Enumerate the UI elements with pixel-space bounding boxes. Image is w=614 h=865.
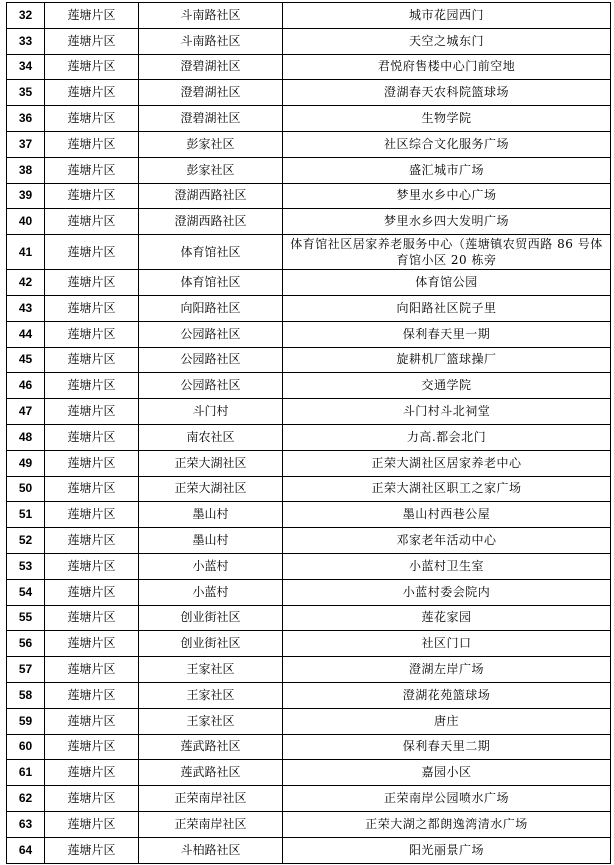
area-cell: 莲塘片区	[45, 399, 139, 425]
row-number-cell: 59	[7, 708, 45, 734]
location-cell: 小蓝村卫生室	[283, 553, 611, 579]
location-cell: 保利春天里一期	[283, 321, 611, 347]
table-row	[7, 399, 611, 425]
community-cell: 墨山村	[139, 502, 283, 528]
community-cell: 莲武路社区	[139, 760, 283, 786]
area-cell: 莲塘片区	[45, 528, 139, 554]
area-cell: 莲塘片区	[45, 476, 139, 502]
row-number-cell: 48	[7, 424, 45, 450]
community-cell: 王家社区	[139, 708, 283, 734]
area-cell: 莲塘片区	[45, 450, 139, 476]
table-row	[7, 605, 611, 631]
site-list-table-container	[6, 2, 610, 864]
row-number-cell: 57	[7, 657, 45, 683]
row-number-cell: 33	[7, 28, 45, 54]
area-cell: 莲塘片区	[45, 235, 139, 270]
row-number-cell: 41	[7, 235, 45, 270]
row-number-cell: 52	[7, 528, 45, 554]
community-cell: 墨山村	[139, 528, 283, 554]
site-list-table	[6, 2, 611, 864]
community-cell: 正荣南岸社区	[139, 786, 283, 812]
row-number-cell: 42	[7, 270, 45, 296]
area-cell: 莲塘片区	[45, 321, 139, 347]
area-cell: 莲塘片区	[45, 734, 139, 760]
community-cell: 澄碧湖社区	[139, 54, 283, 80]
row-number-cell: 56	[7, 631, 45, 657]
area-cell: 莲塘片区	[45, 786, 139, 812]
location-cell: 保利春天里二期	[283, 734, 611, 760]
location-cell: 向阳路社区院子里	[283, 295, 611, 321]
location-cell: 澄湖春天农科院篮球场	[283, 80, 611, 106]
area-cell: 莲塘片区	[45, 424, 139, 450]
community-cell: 彭家社区	[139, 131, 283, 157]
location-cell: 嘉园小区	[283, 760, 611, 786]
row-number-cell: 34	[7, 54, 45, 80]
community-cell: 斗南路社区	[139, 3, 283, 29]
community-cell: 小蓝村	[139, 579, 283, 605]
community-cell: 王家社区	[139, 657, 283, 683]
location-cell: 社区门口	[283, 631, 611, 657]
table-row	[7, 80, 611, 106]
table-row	[7, 734, 611, 760]
community-cell: 澄碧湖社区	[139, 80, 283, 106]
table-row	[7, 270, 611, 296]
table-row	[7, 131, 611, 157]
row-number-cell: 43	[7, 295, 45, 321]
table-row	[7, 295, 611, 321]
area-cell: 莲塘片区	[45, 631, 139, 657]
row-number-cell: 61	[7, 760, 45, 786]
table-row	[7, 786, 611, 812]
table-row	[7, 209, 611, 235]
area-cell: 莲塘片区	[45, 708, 139, 734]
location-cell: 交通学院	[283, 373, 611, 399]
table-row	[7, 321, 611, 347]
table-row	[7, 837, 611, 863]
location-cell: 社区综合文化服务广场	[283, 131, 611, 157]
community-cell: 体育馆社区	[139, 270, 283, 296]
community-cell: 公园路社区	[139, 347, 283, 373]
table-row	[7, 553, 611, 579]
location-cell: 墨山村西巷公屋	[283, 502, 611, 528]
table-row	[7, 708, 611, 734]
area-cell: 莲塘片区	[45, 28, 139, 54]
table-row	[7, 450, 611, 476]
area-cell: 莲塘片区	[45, 270, 139, 296]
location-cell: 小蓝村委会院内	[283, 579, 611, 605]
table-row	[7, 811, 611, 837]
row-number-cell: 63	[7, 811, 45, 837]
location-cell: 天空之城东门	[283, 28, 611, 54]
community-cell: 公园路社区	[139, 321, 283, 347]
row-number-cell: 37	[7, 131, 45, 157]
table-row	[7, 502, 611, 528]
location-cell: 力高.都会北门	[283, 424, 611, 450]
location-cell: 旋耕机厂篮球操厂	[283, 347, 611, 373]
row-number-cell: 50	[7, 476, 45, 502]
table-row	[7, 157, 611, 183]
table-row	[7, 682, 611, 708]
location-cell: 阳光丽景广场	[283, 837, 611, 863]
location-cell: 梦里水乡中心广场	[283, 183, 611, 209]
community-cell: 正荣南岸社区	[139, 811, 283, 837]
area-cell: 莲塘片区	[45, 80, 139, 106]
community-cell: 斗南路社区	[139, 28, 283, 54]
community-cell: 向阳路社区	[139, 295, 283, 321]
row-number-cell: 44	[7, 321, 45, 347]
location-cell: 正荣大湖社区职工之家广场	[283, 476, 611, 502]
area-cell: 莲塘片区	[45, 54, 139, 80]
row-number-cell: 45	[7, 347, 45, 373]
table-row	[7, 28, 611, 54]
row-number-cell: 58	[7, 682, 45, 708]
location-cell: 城市花园西门	[283, 3, 611, 29]
community-cell: 体育馆社区	[139, 235, 283, 270]
table-row	[7, 373, 611, 399]
location-cell: 邓家老年活动中心	[283, 528, 611, 554]
table-body	[7, 3, 611, 864]
area-cell: 莲塘片区	[45, 131, 139, 157]
community-cell: 正荣大湖社区	[139, 450, 283, 476]
area-cell: 莲塘片区	[45, 811, 139, 837]
location-cell: 盛汇城市广场	[283, 157, 611, 183]
table-row	[7, 347, 611, 373]
community-cell: 斗门村	[139, 399, 283, 425]
community-cell: 小蓝村	[139, 553, 283, 579]
row-number-cell: 55	[7, 605, 45, 631]
location-cell: 正荣大湖之都朗逸湾清水广场	[283, 811, 611, 837]
area-cell: 莲塘片区	[45, 209, 139, 235]
area-cell: 莲塘片区	[45, 682, 139, 708]
row-number-cell: 40	[7, 209, 45, 235]
area-cell: 莲塘片区	[45, 605, 139, 631]
location-cell: 体育馆公园	[283, 270, 611, 296]
area-cell: 莲塘片区	[45, 3, 139, 29]
location-cell: 澄湖花苑篮球场	[283, 682, 611, 708]
row-number-cell: 39	[7, 183, 45, 209]
area-cell: 莲塘片区	[45, 183, 139, 209]
area-cell: 莲塘片区	[45, 553, 139, 579]
community-cell: 王家社区	[139, 682, 283, 708]
table-row	[7, 631, 611, 657]
area-cell: 莲塘片区	[45, 373, 139, 399]
table-row	[7, 183, 611, 209]
area-cell: 莲塘片区	[45, 347, 139, 373]
row-number-cell: 47	[7, 399, 45, 425]
table-row	[7, 528, 611, 554]
area-cell: 莲塘片区	[45, 157, 139, 183]
area-cell: 莲塘片区	[45, 106, 139, 132]
area-cell: 莲塘片区	[45, 657, 139, 683]
community-cell: 澄湖西路社区	[139, 209, 283, 235]
location-cell: 唐庄	[283, 708, 611, 734]
table-row	[7, 3, 611, 29]
community-cell: 斗柏路社区	[139, 837, 283, 863]
location-cell: 斗门村斗北祠堂	[283, 399, 611, 425]
location-cell: 生物学院	[283, 106, 611, 132]
row-number-cell: 49	[7, 450, 45, 476]
table-row	[7, 106, 611, 132]
community-cell: 彭家社区	[139, 157, 283, 183]
location-cell: 体育馆社区居家养老服务中心（莲塘镇农贸西路 86 号体育馆小区 20 栋旁	[283, 235, 611, 270]
table-row	[7, 54, 611, 80]
community-cell: 莲武路社区	[139, 734, 283, 760]
community-cell: 南农社区	[139, 424, 283, 450]
table-row	[7, 579, 611, 605]
row-number-cell: 32	[7, 3, 45, 29]
row-number-cell: 64	[7, 837, 45, 863]
community-cell: 澄碧湖社区	[139, 106, 283, 132]
community-cell: 公园路社区	[139, 373, 283, 399]
row-number-cell: 53	[7, 553, 45, 579]
location-cell: 梦里水乡四大发明广场	[283, 209, 611, 235]
row-number-cell: 46	[7, 373, 45, 399]
area-cell: 莲塘片区	[45, 579, 139, 605]
location-cell: 正荣南岸公园喷水广场	[283, 786, 611, 812]
table-row	[7, 657, 611, 683]
row-number-cell: 36	[7, 106, 45, 132]
community-cell: 创业街社区	[139, 605, 283, 631]
row-number-cell: 62	[7, 786, 45, 812]
community-cell: 正荣大湖社区	[139, 476, 283, 502]
community-cell: 澄湖西路社区	[139, 183, 283, 209]
row-number-cell: 35	[7, 80, 45, 106]
row-number-cell: 54	[7, 579, 45, 605]
row-number-cell: 51	[7, 502, 45, 528]
location-cell: 莲花家园	[283, 605, 611, 631]
row-number-cell: 38	[7, 157, 45, 183]
area-cell: 莲塘片区	[45, 502, 139, 528]
area-cell: 莲塘片区	[45, 760, 139, 786]
table-row	[7, 760, 611, 786]
community-cell: 创业街社区	[139, 631, 283, 657]
location-cell: 澄湖左岸广场	[283, 657, 611, 683]
location-cell: 君悦府售楼中心门前空地	[283, 54, 611, 80]
table-row	[7, 235, 611, 270]
table-row	[7, 424, 611, 450]
row-number-cell: 60	[7, 734, 45, 760]
table-row	[7, 476, 611, 502]
location-cell: 正荣大湖社区居家养老中心	[283, 450, 611, 476]
area-cell: 莲塘片区	[45, 295, 139, 321]
area-cell: 莲塘片区	[45, 837, 139, 863]
